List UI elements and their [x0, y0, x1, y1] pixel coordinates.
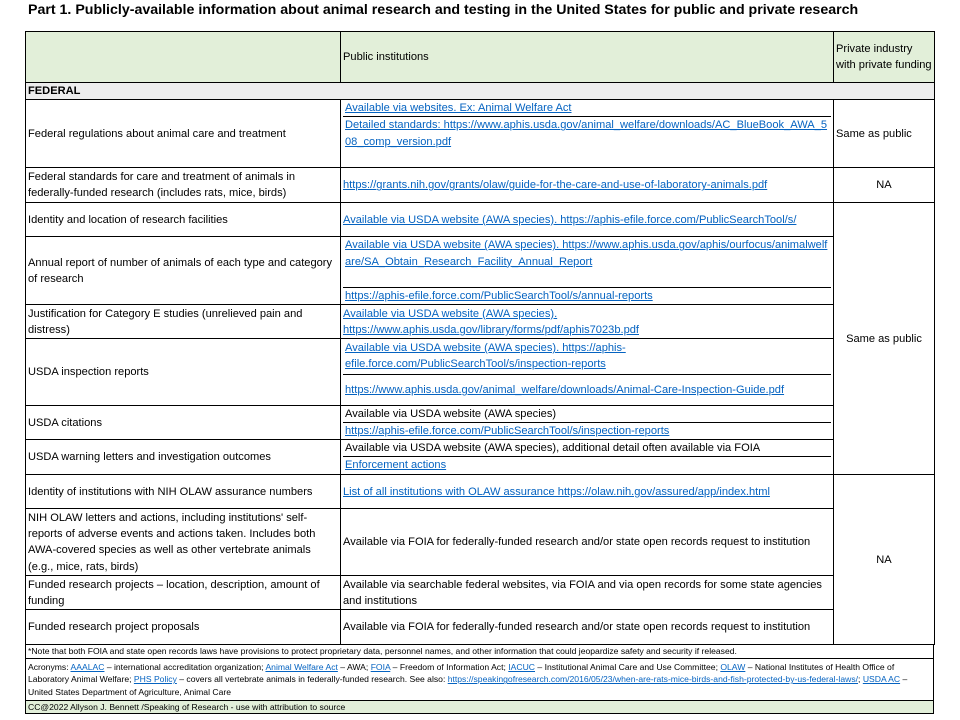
row-label: Identity of institutions with NIH OLAW assurance numbers — [26, 475, 341, 509]
public-cell — [341, 100, 834, 168]
public-cell — [341, 305, 834, 339]
private-cell: Same as public — [834, 100, 935, 168]
public-cell — [341, 406, 834, 440]
row-label: NIH OLAW letters and actions, including institutions' self-reports of adverse events and actions taken. Includes both AWA-covered species as well as other vertebrate animals (e.g., mice, rats, birds) — [26, 509, 341, 576]
nih-guide-link[interactable]: https://grants.nih.gov/grants/olaw/guide-for-the-care-and-use-of-laboratory-animals.pdf — [343, 179, 768, 192]
annual-reports-search-link[interactable]: https://aphis-efile.force.com/PublicSearchTool/s/annual-reports — [345, 290, 653, 303]
acronyms-note — [26, 659, 933, 701]
row-label: Justification for Category E studies (unrelieved pain and distress) — [26, 305, 341, 339]
citations-link[interactable]: https://aphis-efile.force.com/PublicSearchTool/s/inspection-reports — [345, 425, 670, 438]
footnote: *Note that both FOIA and state open records laws have provisions to protect proprietary data, personnel names, and other information that could jeopardize safety and security if released. — [26, 645, 933, 658]
row-label: USDA inspection reports — [26, 339, 341, 406]
speaking-of-research-link[interactable]: https://speakingofresearch.com/2016/05/23/when-are-rats-mice-birds-and-fish-protected-by-us-federal-laws/ — [447, 674, 859, 685]
usda-ac-definition: – United States Department of Agriculture, Animal Care — [28, 674, 908, 697]
table-row — [26, 305, 935, 339]
aaalac-link[interactable]: AAALAC — [70, 661, 105, 672]
acronyms-prefix: Acronyms: — [28, 661, 71, 672]
public-cell — [341, 475, 834, 509]
olaw-assurance-link[interactable]: List of all institutions with OLAW assurance https://olaw.nih.gov/assured/app/index.html — [343, 485, 770, 498]
row-label: Federal regulations about animal care and treatment — [26, 100, 341, 168]
table-row — [26, 168, 935, 203]
aphis-7023b-link[interactable]: Available via USDA website (AWA species). https://www.aphis.usda.gov/library/forms/pdf/aphis7023b.pdf — [343, 307, 639, 336]
usda-ac-link[interactable]: USDA AC — [862, 674, 901, 685]
section-federal-label: FEDERAL — [26, 83, 935, 100]
private-cell: NA — [834, 168, 935, 203]
table-row — [26, 237, 935, 305]
table-row — [26, 100, 935, 168]
iacuc-definition: – Institutional Animal Care and Use Committee; — [535, 661, 721, 672]
aphis-search-link[interactable]: Available via USDA website (AWA species). https://aphis-efile.force.com/PublicSearchTool/s/ — [343, 213, 797, 226]
row-label: Identity and location of research facilities — [26, 203, 341, 237]
inspection-reports-link[interactable]: Available via USDA website (AWA species). https://aphis-efile.force.com/PublicSearchTool/s/inspection-reports — [345, 341, 626, 371]
foia-link[interactable]: FOIA — [370, 661, 391, 672]
page-title: Part 1. Publicly-available information about animal research and testing in the United States for public and private research — [28, 2, 859, 18]
enforcement-actions-link[interactable]: Enforcement actions — [345, 459, 447, 472]
row-label: USDA warning letters and investigation outcomes — [26, 440, 341, 475]
row-label: USDA citations — [26, 406, 341, 440]
phs-policy-link[interactable]: PHS Policy — [133, 674, 177, 685]
animal-welfare-act-link[interactable]: Available via websites. Ex: Animal Welfare Act — [345, 102, 572, 115]
table-row — [26, 576, 935, 610]
table-row — [26, 203, 935, 237]
warning-text: Available via USDA website (AWA species), additional detail often available via FOIA — [345, 442, 761, 455]
public-cell: Available via searchable federal websites, via FOIA and via open records for some state agencies and institutions — [341, 576, 834, 610]
acronym-separator: ; — [858, 674, 863, 685]
aaalac-definition: – international accreditation organization; — [104, 661, 266, 672]
public-cell — [341, 440, 834, 475]
copyright-note: CC@2022 Allyson J. Bennett /Speaking of Research - use with attribution to source — [26, 701, 933, 713]
public-cell: Available via FOIA for federally-funded research and/or state open records request to institution — [341, 509, 834, 576]
table-row — [26, 509, 935, 576]
inspection-guide-link[interactable]: https://www.aphis.usda.gov/animal_welfare/downloads/Animal-Care-Inspection-Guide.pdf — [345, 383, 785, 396]
table-row — [26, 475, 935, 509]
header-private-industry: Private industry with private funding — [834, 32, 935, 83]
row-label: Annual report of number of animals of each type and category of research — [26, 237, 341, 305]
private-cell-same-as-public: Same as public — [834, 203, 935, 475]
olaw-link[interactable]: OLAW — [720, 661, 746, 672]
annual-report-link[interactable]: Available via USDA website (AWA species). https://www.aphis.usda.gov/aphis/ourfocus/animalwelfare/SA_Obtain_Research_Facility_Annual_Report — [345, 239, 828, 268]
public-cell — [341, 237, 834, 305]
bluebook-standards-link[interactable]: Detailed standards: https://www.aphis.usda.gov/animal_welfare/downloads/AC_BlueBook_AWA_508_comp_version.pdf — [345, 119, 828, 148]
olaw-definition: – National Institutes of Health Office of Laboratory Animal Welfare; — [28, 661, 895, 685]
header-public-institutions: Public institutions — [341, 32, 834, 83]
table-row — [26, 440, 935, 475]
row-label: Federal standards for care and treatment of animals in federally-funded research (includes rats, mice, birds) — [26, 168, 341, 203]
row-label: Funded research projects – location, description, amount of funding — [26, 576, 341, 610]
citations-text: Available via USDA website (AWA species) — [345, 408, 557, 421]
table-row — [26, 339, 935, 406]
info-table-sheet — [25, 31, 934, 714]
footer-block — [25, 645, 934, 714]
private-cell-na: NA — [834, 475, 935, 645]
public-cell — [341, 168, 834, 203]
table-row — [26, 406, 935, 440]
public-cell — [341, 339, 834, 406]
iacuc-link[interactable]: IACUC — [508, 661, 536, 672]
section-row-federal — [26, 83, 935, 100]
header-blank-cell — [26, 32, 341, 83]
public-cell: Available via FOIA for federally-funded research and/or state open records request to institution — [341, 610, 834, 645]
info-table — [25, 31, 935, 645]
header-row — [26, 32, 935, 83]
foia-definition: – Freedom of Information Act; — [390, 661, 509, 672]
awa-link[interactable]: Animal Welfare Act — [265, 661, 338, 672]
public-cell — [341, 203, 834, 237]
phs-definition: – covers all vertebrate animals in federally-funded research. See also: — [176, 674, 448, 685]
awa-definition: – AWA; — [337, 661, 371, 672]
row-label: Funded research project proposals — [26, 610, 341, 645]
table-row — [26, 610, 935, 645]
